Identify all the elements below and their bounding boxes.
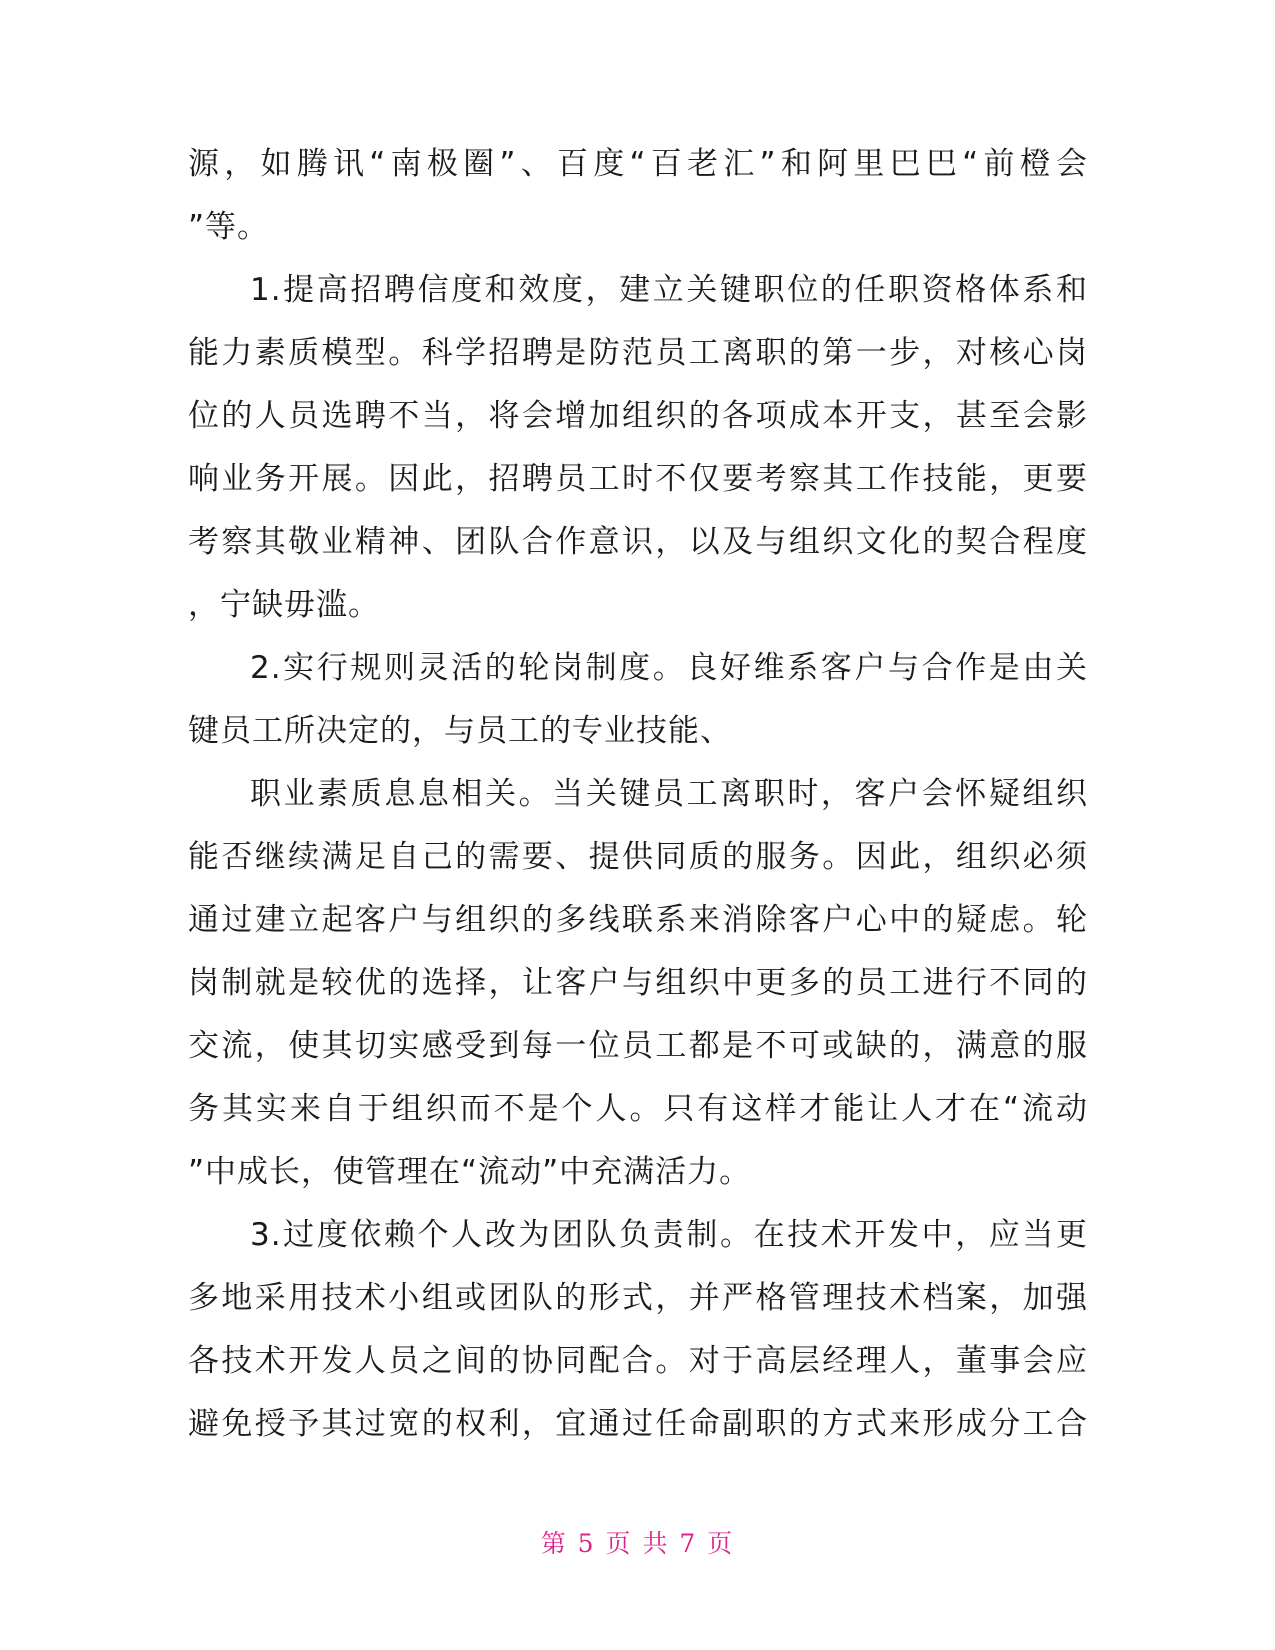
paragraph-line: 能否继续满足自己的需要、提供同质的服务。因此，组织必须	[188, 839, 1088, 875]
paragraph-line: 务其实来自于组织而不是个人。只有这样才能让人才在“流动	[188, 1091, 1088, 1127]
paragraph-line: 多地采用技术小组或团队的形式，并严格管理技术档案，加强	[188, 1280, 1088, 1316]
paragraph-line: 1.提高招聘信度和效度，建立关键职位的任职资格体系和	[250, 272, 1088, 308]
paragraph-line: 源，如腾讯“南极圈”、百度“百老汇”和阿里巴巴“前橙会	[188, 146, 1088, 182]
paragraph-line: 位的人员选聘不当，将会增加组织的各项成本开支，甚至会影	[188, 398, 1088, 434]
paragraph-line: 考察其敬业精神、团队合作意识，以及与组织文化的契合程度	[188, 524, 1088, 560]
paragraph-line: 各技术开发人员之间的协同配合。对于高层经理人，董事会应	[188, 1343, 1088, 1379]
paragraph-line: 避免授予其过宽的权利，宜通过任命副职的方式来形成分工合	[188, 1406, 1088, 1442]
paragraph-line: 能力素质模型。科学招聘是防范员工离职的第一步，对核心岗	[188, 335, 1088, 371]
page-number-footer: 第 5 页 共 7 页	[540, 1529, 735, 1558]
paragraph-line: 响业务开展。因此，招聘员工时不仅要考察其工作技能，更要	[188, 461, 1088, 497]
paragraph-line: 通过建立起客户与组织的多线联系来消除客户心中的疑虑。轮	[188, 902, 1088, 938]
paragraph-line: 岗制就是较优的选择，让客户与组织中更多的员工进行不同的	[188, 965, 1088, 1001]
paragraph-line: 键员工所决定的，与员工的专业技能、	[188, 713, 732, 749]
paragraph-line: 3.过度依赖个人改为团队负责制。在技术开发中，应当更	[250, 1217, 1088, 1253]
paragraph-line: ，宁缺毋滥。	[188, 587, 380, 623]
paragraph-line: ”等。	[188, 209, 270, 245]
paragraph-line: 2.实行规则灵活的轮岗制度。良好维系客户与合作是由关	[250, 650, 1088, 686]
paragraph-line: 交流，使其切实感受到每一位员工都是不可或缺的，满意的服	[188, 1028, 1088, 1064]
paragraph-line: ”中成长，使管理在“流动”中充满活力。	[188, 1154, 752, 1190]
paragraph-line: 职业素质息息相关。当关键员工离职时，客户会怀疑组织	[250, 776, 1088, 812]
